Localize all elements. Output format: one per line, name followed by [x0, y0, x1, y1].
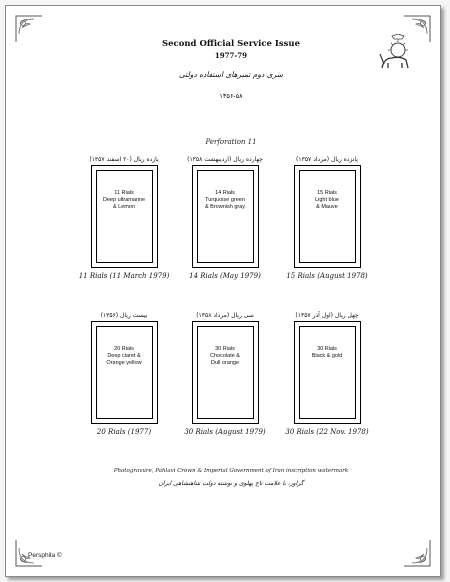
stamp-caption: 30 Rials (22 Nov. 1978) — [285, 428, 369, 436]
stamp-persian-label: یازده ریال (۲۰ اسفند ۱۳۵۷) — [89, 156, 159, 163]
persian-years: ۱۳۵۶-۵۸ — [219, 92, 243, 100]
stamp-caption: 20 Rials (1977) — [96, 428, 152, 436]
stamp-color: Light blue — [315, 197, 339, 203]
stamp-persian-label: سی ریال (مرداد ۱۳۵۸) — [196, 312, 254, 319]
stamp-color: Turquoise green — [205, 197, 245, 203]
stamp-color: Deep ultramarine — [102, 197, 146, 203]
page-title: Second Official Service Issue — [161, 39, 301, 49]
stamp-persian-label: بیست ریال (۱۳۵۶) — [100, 312, 148, 319]
stamp-color: & Brownish gray — [204, 204, 246, 210]
stamp-mount — [192, 321, 259, 424]
stamp-color: Orange yellow — [106, 360, 142, 366]
page-years: 1977-79 — [214, 51, 248, 60]
stamp-cell — [267, 155, 387, 280]
persian-title: سری دوم تمبرهای استفاده دولتی — [178, 70, 284, 79]
stamp-color: Dull orange — [210, 360, 240, 366]
perforation-label: Perforation 11 — [205, 138, 257, 146]
stamp-caption: 11 Rials (11 March 1979) — [78, 272, 170, 280]
stamp-value: 20 Rials — [114, 346, 134, 352]
floral-corner-ornament-icon — [402, 538, 432, 568]
stamp-persian-label: چهارده ریال (اردیبهشت ۱۳۵۸) — [187, 156, 263, 163]
printing-notes: Photogravure, Pahlavi Crown & Imperial Government of Iran inscription watermark — [113, 468, 349, 474]
stamp-mount — [294, 321, 361, 424]
persian-printing-notes: گراور، با علامت تاج پهلوی و نوشته دولت شاهنشاهی ایران — [158, 480, 304, 487]
stamp-value: 14 Rials — [215, 190, 235, 196]
stamp-color: & Lemon — [112, 204, 135, 210]
stamp-caption: 30 Rials (August 1979) — [184, 428, 266, 436]
stamp-value: 11 Rials — [114, 190, 134, 196]
stamp-mount — [294, 165, 361, 268]
stamp-mount — [91, 321, 158, 424]
stamp-persian-label: چهل ریال (اول آذر ۱۳۵۷) — [295, 312, 359, 319]
stamp-caption: 15 Rials (August 1978) — [286, 272, 368, 280]
stamp-color: Chocolate & — [210, 353, 240, 359]
stamp-value: 15 Rials — [317, 190, 337, 196]
floral-corner-ornament-icon — [14, 14, 44, 44]
stamp-value: 30 Rials — [215, 346, 235, 352]
stamp-color: & Mauve — [316, 204, 338, 210]
stamp-mount — [192, 165, 259, 268]
stamp-cell — [267, 311, 387, 436]
stamp-color: Deep claret & — [107, 353, 141, 359]
album-page — [5, 5, 441, 577]
stamp-persian-label: پانزده ریال (مرداد ۱۳۵۷) — [296, 156, 358, 163]
lion-and-sun-emblem-icon — [374, 34, 416, 76]
page-label: Persphila © — [28, 552, 62, 559]
stamp-value: 30 Rials — [317, 346, 337, 352]
stamp-color: Black & gold — [311, 353, 343, 359]
stamp-mount — [91, 165, 158, 268]
stamp-caption: 14 Rials (May 1979) — [189, 272, 261, 280]
